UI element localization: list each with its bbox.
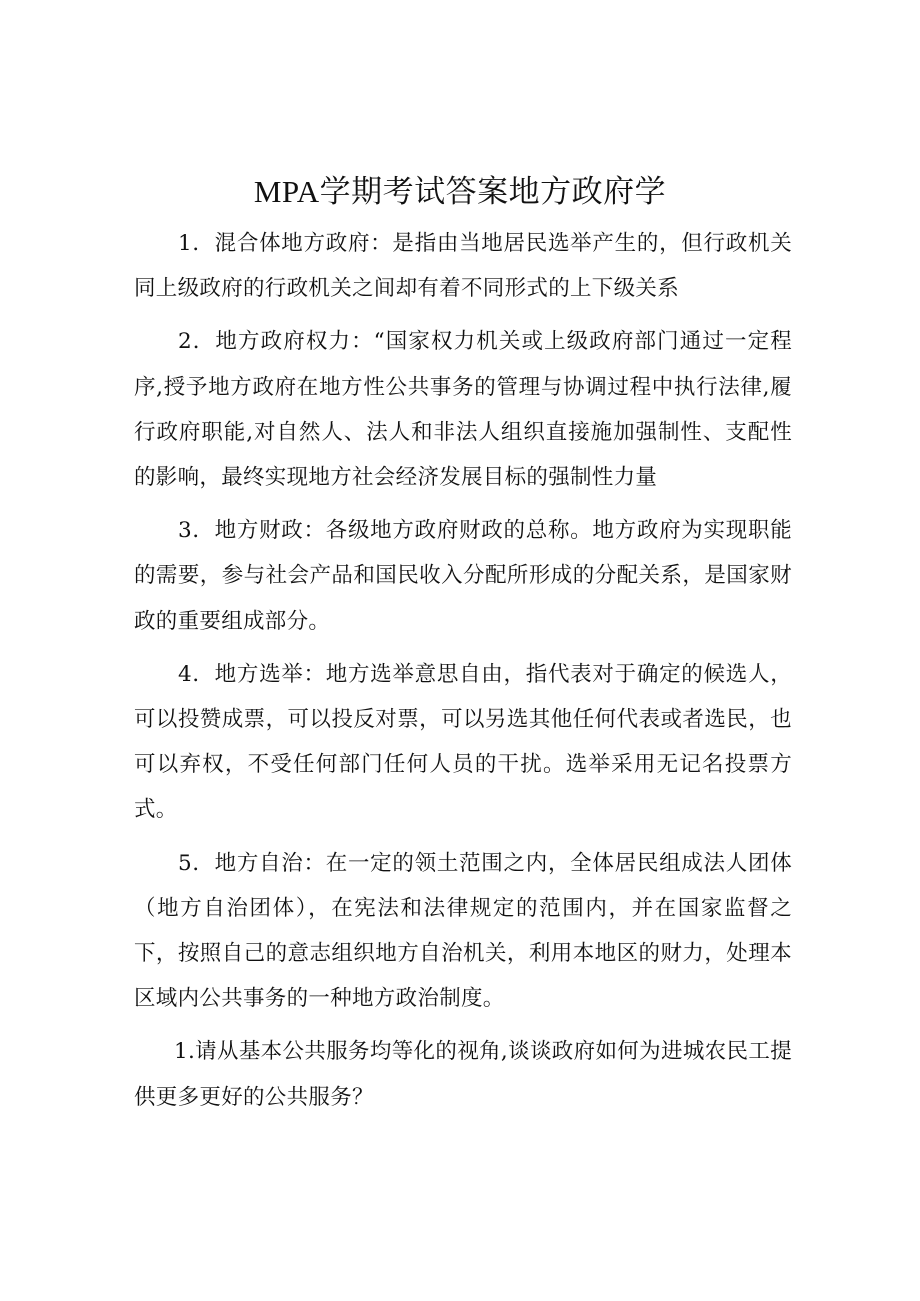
paragraph-definition-4: 4．地方选举：地方选举意思自由，指代表对于确定的候选人，可以投赞成票，可以投反对票，可以另选其他任何代表或者选民，也可以弃权，不受任何部门任何人员的干扰。选举采用无记名投票方式。 xyxy=(134,661,792,823)
paragraph-definition-2: 2．地方政府权力：“国家权力机关或上级政府部门通过一定程序,授予地方政府在地方性公共事务的管理与协调过程中执行法律,履行政府职能,对自然人、法人和非法人组织直接施加强制性、支配性的影响，最终实现地方社会经济发展目标的强制性力量 xyxy=(134,329,792,491)
paragraph-question-1: 1.请从基本公共服务均等化的视角,谈谈政府如何为进城农民工提供更多更好的公共服务？ xyxy=(134,1039,792,1110)
paragraph-definition-1: 1．混合体地方政府：是指由当地居民选举产生的，但行政机关同上级政府的行政机关之间却有着不同形式的上下级关系 xyxy=(134,231,792,302)
paragraph-definition-5: 5．地方自治：在一定的领土范围之内，全体居民组成法人团体（地方自治团体），在宪法和法律规定的范围内，并在国家监督之下，按照自己的意志组织地方自治机关，利用本地区的财力，处理本区域内公共事务的一种地方政治制度。 xyxy=(134,850,792,1012)
document-body xyxy=(134,221,792,1120)
paragraph-definition-3: 3．地方财政：各级地方政府财政的总称。地方政府为实现职能的需要，参与社会产品和国民收入分配所形成的分配关系，是国家财政的重要组成部分。 xyxy=(134,518,792,634)
document-title: MPA学期考试答案地方政府学 xyxy=(253,174,667,209)
